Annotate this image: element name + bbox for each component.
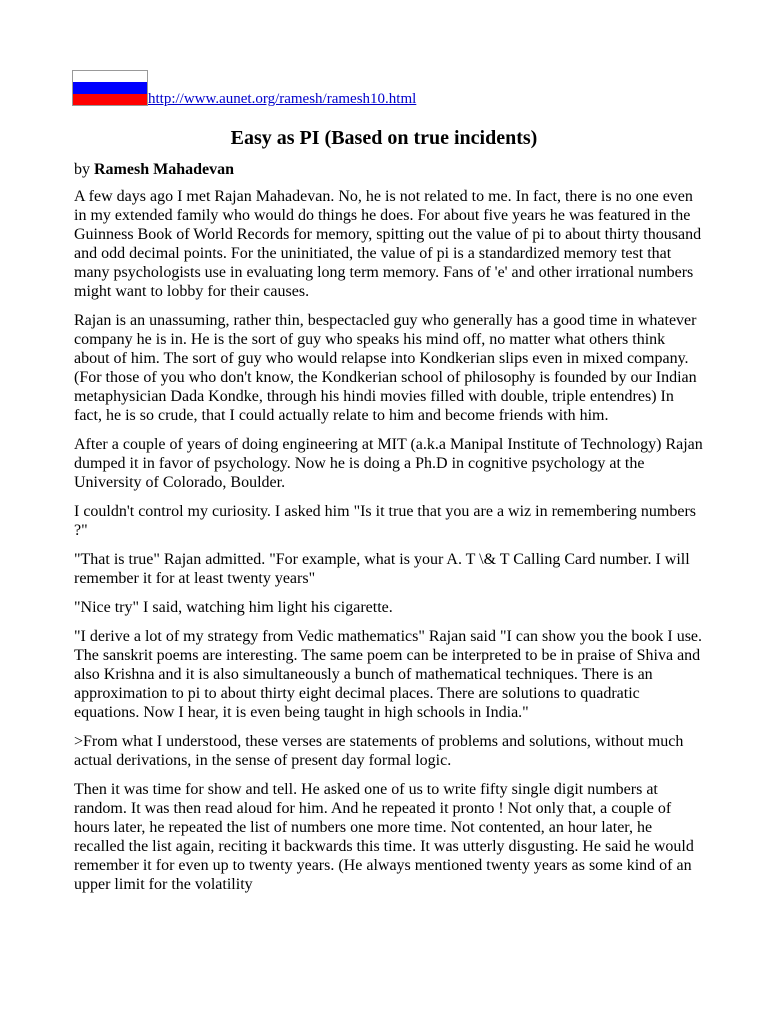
byline-prefix: by bbox=[74, 161, 90, 178]
paragraph-1: A few days ago I met Rajan Mahadevan. No, he is not related to me. In fact, there is no one even in my extended family who would do things he does. For about five years he was featured in the Guinness Book of World Records for memory, spitting out the value of pi to about thirty thousand and odd decimal points. For the uninitiated, the value of pi is a standardized memory test that many psychologists use in evaluating long term memory. Fans of 'e' and other irrational numbers might want to lobby for their causes. bbox=[74, 188, 702, 300]
paragraph-8: >From what I understood, these verses are statements of problems and solutions, without much actual derivations, in the sense of present day formal logic. bbox=[74, 733, 684, 769]
paragraph-9: Then it was time for show and tell. He asked one of us to write fifty single digit numbers at random. It was then read aloud for him. And he repeated it pronto ! Not only that, a couple of hours later, he repeated the list of numbers one more time. Not contented, an hour later, he recalled the list again, reciting it backwards this time. It was utterly disgusting. He said he would remember it for even up to twenty years. (He always mentioned twenty years as some kind of an upper limit for the volatility bbox=[74, 781, 694, 893]
paragraph-3: After a couple of years of doing engineering at MIT (a.k.a Manipal Institute of Technology) Rajan dumped it in favor of psychology. Now he is doing a Ph.D in cognitive psychology at the University of Colorado, Boulder. bbox=[74, 436, 703, 491]
byline bbox=[74, 161, 234, 179]
paragraph-2: Rajan is an unassuming, rather thin, bespectacled guy who generally has a good time in whatever company he is in. He is the sort of guy who speaks his mind off, no matter what others think about of him. The sort of guy who would relapse into Kondkerian slips even in mixed company. (For those of you who don't know, the Kondkerian school of philosophy is founded by our Indian metaphysician Dada Kondke, through his hindi movies filled with double, triple entendres) In fact, he is so crude, that I could actually relate to him and become friends with him. bbox=[74, 312, 697, 424]
author-name: Ramesh Mahadevan bbox=[94, 161, 235, 178]
source-url-link[interactable]: http://www.aunet.org/ramesh/ramesh10.html bbox=[148, 91, 417, 107]
flag-stripe-blue bbox=[73, 82, 147, 93]
flag-stripe-white bbox=[73, 71, 147, 82]
paragraph-5: "That is true" Rajan admitted. "For example, what is your A. T \& T Calling Card number. I will remember it for at least twenty years" bbox=[74, 551, 690, 587]
article-body bbox=[74, 187, 704, 904]
russian-flag-icon bbox=[72, 70, 148, 106]
article-title: Easy as PI (Based on true incidents) bbox=[230, 127, 538, 149]
paragraph-4: I couldn't control my curiosity. I asked him "Is it true that you are a wiz in remembering numbers ?" bbox=[74, 503, 696, 539]
paragraph-6: "Nice try" I said, watching him light his cigarette. bbox=[74, 599, 393, 616]
paragraph-7: "I derive a lot of my strategy from Vedic mathematics" Rajan said "I can show you the book I use. The sanskrit poems are interesting. The same poem can be interpreted to be in praise of Shiva and also Krishna and it is also simultaneously a bunch of mathematical techniques. There is an approximation to pi to about thirty eight decimal places. There are solutions to quadratic equations. Now I hear, it is even being taught in high schools in India." bbox=[74, 628, 703, 721]
flag-stripe-red bbox=[73, 94, 147, 105]
